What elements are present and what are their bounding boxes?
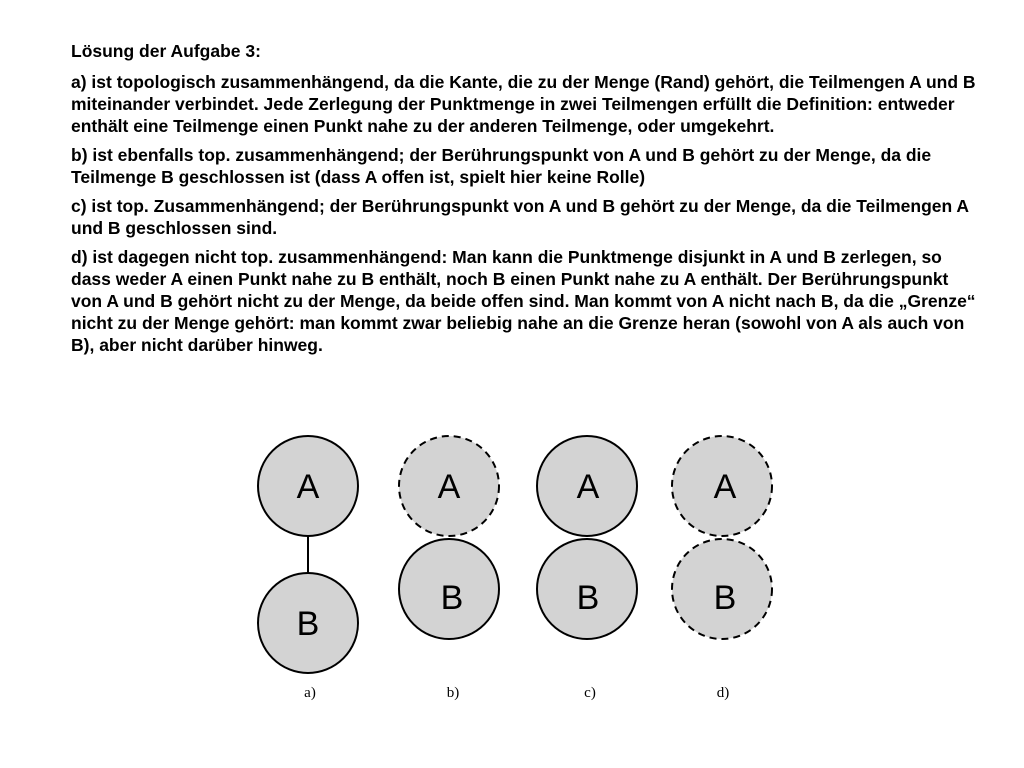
panel-c-label-b: B <box>576 579 600 617</box>
solution-heading: Lösung der Aufgabe 3: <box>71 41 261 61</box>
paragraph-d: d) ist dagegen nicht top. zusammenhängend: Man kann die Punktmenge disjunkt in A und B zerlegen, so dass weder A einen Punkt nahe zu B enthält, noch B einen Punkt nahe zu A enthält. Der Berührungspunkt von A und B gehört nicht zu der Menge, da beide offen sind. Man kommt von A nicht nach B, da die „Grenze“ nicht zu der Menge gehört: man kommt zwar beliebig nahe an die Grenze heran (sowohl von A als auch von B), aber nicht darüber hinweg. <box>71 247 976 355</box>
panel-d-label-b: B <box>713 579 737 617</box>
paragraph-b: b) ist ebenfalls top. zusammenhängend; der Berührungspunkt von A und B gehört zu der Menge, da die Teilmenge B geschlossen ist (dass A offen ist, spielt hier keine Rolle) <box>71 145 932 187</box>
panel-a-label-a: A <box>296 468 320 506</box>
panel-b <box>399 436 499 701</box>
paragraph-a: a) ist topologisch zusammenhängend, da die Kante, die zu der Menge (Rand) gehört, die Teilmengen A und B miteinander verbindet. Jede Zerlegung der Punktmenge in zwei Teilmengen erfüllt die Definition: entweder enthält eine Teilmenge einen Punkt nahe zu der anderen Teilmenge, oder umgekehrt. <box>71 72 976 136</box>
panel-a <box>258 436 358 701</box>
panel-a-caption: a) <box>304 685 316 701</box>
panel-d <box>672 436 772 701</box>
panel-d-caption: d) <box>716 685 730 701</box>
panel-b-label-a: A <box>437 468 461 506</box>
panel-b-caption: b) <box>446 685 460 701</box>
panel-d-label-a: A <box>713 468 737 506</box>
panel-c-label-a: A <box>576 468 600 506</box>
panel-c-caption: c) <box>584 685 596 701</box>
panel-c <box>537 436 637 701</box>
panel-b-label-b: B <box>440 579 464 617</box>
panel-a-label-b: B <box>296 605 320 643</box>
paragraph-c: c) ist top. Zusammenhängend; der Berührungspunkt von A und B gehört zu der Menge, da die Teilmengen A und B geschlossen sind. <box>71 196 969 238</box>
